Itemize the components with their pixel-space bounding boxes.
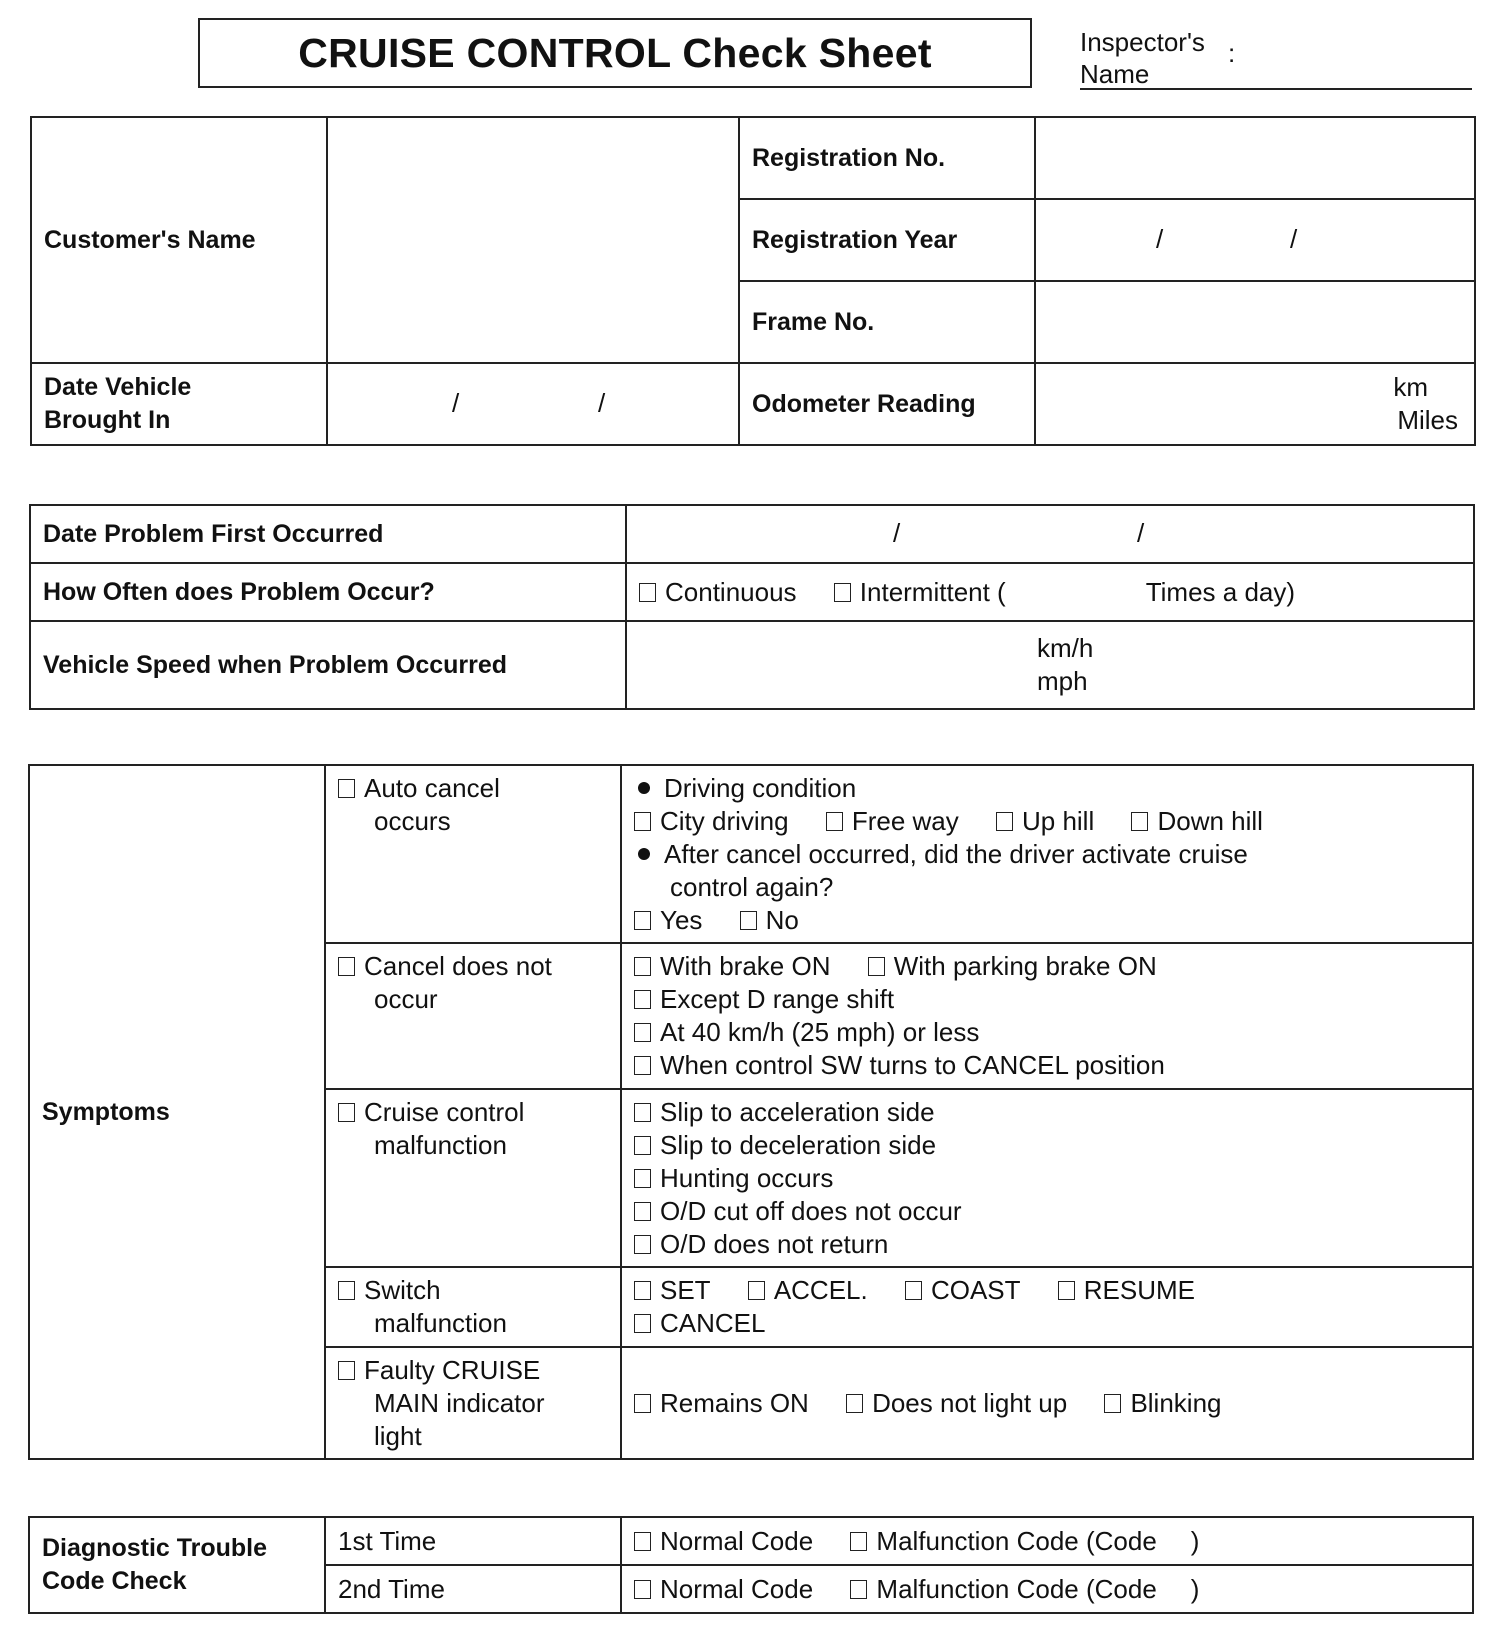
- od-cut-checkbox[interactable]: [634, 1202, 651, 1221]
- customer-name-label: Customer's Name: [31, 117, 327, 363]
- malfunction-cell: [325, 1089, 621, 1267]
- brake-on-checkbox[interactable]: [634, 957, 651, 976]
- how-often-label: How Often does Problem Occur?: [30, 563, 626, 621]
- control-sw-checkbox[interactable]: [634, 1056, 651, 1075]
- downhill-label: Down hill: [1157, 806, 1263, 836]
- switch-cell: [325, 1267, 621, 1347]
- freeway-label: Free way: [851, 806, 959, 836]
- odometer-field[interactable]: [1035, 363, 1475, 445]
- times-a-day-label: Times a day): [1145, 576, 1296, 607]
- first-malfunction-code-label: Malfunction Code (Code: [876, 1525, 1157, 1556]
- freeway-checkbox[interactable]: [826, 812, 843, 831]
- first-occurred-sep-2: /: [1137, 518, 1145, 548]
- speed-label: Vehicle Speed when Problem Occurred: [30, 621, 626, 709]
- blinking-label: Blinking: [1130, 1387, 1222, 1418]
- brought-in-sep-2: /: [598, 388, 606, 418]
- registration-year-label: Registration Year: [739, 199, 1035, 281]
- slip-accel-label: Slip to acceleration side: [660, 1097, 935, 1127]
- reg-year-sep-2: /: [1290, 224, 1298, 254]
- city-driving-label: City driving: [660, 806, 789, 836]
- cancel-not-occur-label-1: Cancel does not: [364, 951, 552, 981]
- parking-brake-checkbox[interactable]: [868, 957, 885, 976]
- dtc-label-line1: Diagnostic Trouble: [42, 1534, 268, 1562]
- yes-label: Yes: [660, 905, 703, 935]
- speed-unit-kmh: km/h: [1037, 633, 1094, 663]
- cancel-checkbox[interactable]: [634, 1314, 651, 1333]
- inspector-colon: :: [1228, 38, 1236, 68]
- first-code-close: ): [1190, 1525, 1200, 1556]
- first-normal-code-label: Normal Code: [660, 1525, 814, 1556]
- first-occurred-sep-1: /: [893, 518, 901, 548]
- low-speed-label: At 40 km/h (25 mph) or less: [660, 1017, 980, 1047]
- inspector-label-line2: Name: [1080, 59, 1150, 89]
- yes-checkbox[interactable]: [634, 911, 651, 930]
- indicator-cell: [325, 1347, 621, 1459]
- date-brought-in-label-line2: Brought In: [44, 406, 171, 434]
- not-light-up-label: Does not light up: [872, 1387, 1068, 1418]
- parking-brake-label: With parking brake ON: [893, 951, 1157, 981]
- slip-accel-checkbox[interactable]: [634, 1103, 651, 1122]
- indicator-checkbox[interactable]: [338, 1361, 355, 1380]
- set-label: SET: [660, 1275, 711, 1305]
- indicator-label-3: light: [374, 1421, 422, 1451]
- date-brought-in-field[interactable]: [327, 363, 739, 445]
- reactivate-question-2: control again?: [670, 872, 834, 902]
- cancel-not-occur-cell: [325, 943, 621, 1089]
- resume-label: RESUME: [1083, 1275, 1196, 1305]
- first-occurred-field[interactable]: [626, 505, 1474, 563]
- second-normal-code-checkbox[interactable]: [634, 1580, 651, 1599]
- remains-on-label: Remains ON: [660, 1387, 809, 1418]
- title-box: [198, 18, 1032, 88]
- registration-no-field[interactable]: [1035, 117, 1475, 199]
- malfunction-checkbox[interactable]: [338, 1103, 355, 1122]
- dtc-second-time-label: 2nd Time: [325, 1565, 621, 1613]
- coast-label: COAST: [930, 1275, 1021, 1305]
- indicator-details: [621, 1347, 1473, 1459]
- brought-in-sep-1: /: [452, 388, 460, 418]
- speed-field[interactable]: [626, 621, 1474, 709]
- page-title: CRUISE CONTROL Check Sheet: [298, 29, 932, 76]
- auto-cancel-details: [621, 765, 1473, 943]
- second-malfunction-code-checkbox[interactable]: [850, 1580, 867, 1599]
- second-normal-code-label: Normal Code: [660, 1573, 814, 1604]
- how-often-options: [626, 563, 1474, 621]
- switch-label-2: malfunction: [374, 1308, 507, 1338]
- except-d-checkbox[interactable]: [634, 990, 651, 1009]
- malfunction-label-1: Cruise control: [364, 1097, 525, 1127]
- odometer-unit-miles: Miles: [1397, 405, 1458, 435]
- brake-on-label: With brake ON: [660, 951, 831, 981]
- symptoms-table: [28, 764, 1474, 1460]
- malfunction-details: [621, 1089, 1473, 1267]
- inspector-label-line1: Inspector's: [1080, 27, 1205, 57]
- switch-malfunction-checkbox[interactable]: [338, 1281, 355, 1300]
- switch-details: [621, 1267, 1473, 1347]
- date-brought-in-label: [31, 363, 327, 445]
- intermittent-label: Intermittent (: [859, 576, 1006, 607]
- dtc-second-time-options: [621, 1565, 1473, 1613]
- cancel-not-occur-label-2: occur: [374, 984, 438, 1014]
- frame-no-label: Frame No.: [739, 281, 1035, 363]
- dtc-table: [28, 1516, 1474, 1614]
- uphill-label: Up hill: [1021, 806, 1095, 836]
- slip-decel-label: Slip to deceleration side: [660, 1130, 937, 1160]
- dtc-first-time-options: [621, 1517, 1473, 1565]
- indicator-label-1: Faulty CRUISE: [364, 1355, 541, 1385]
- auto-cancel-label-2: occurs: [374, 806, 451, 836]
- control-sw-label: When control SW turns to CANCEL position: [660, 1050, 1165, 1080]
- no-label: No: [765, 905, 799, 935]
- hunting-checkbox[interactable]: [634, 1169, 651, 1188]
- auto-cancel-cell: [325, 765, 621, 943]
- first-normal-code-checkbox[interactable]: [634, 1532, 651, 1551]
- odometer-unit-km: km: [1393, 372, 1428, 402]
- cancel-not-occur-checkbox[interactable]: [338, 957, 355, 976]
- driving-condition-label: Driving condition: [664, 773, 857, 803]
- second-malfunction-code-label: Malfunction Code (Code: [876, 1573, 1157, 1604]
- reactivate-question-1: After cancel occurred, did the driver activate cruise: [664, 839, 1248, 869]
- bullet-icon: [638, 848, 650, 860]
- first-occurred-label: Date Problem First Occurred: [30, 505, 626, 563]
- set-checkbox[interactable]: [634, 1281, 651, 1300]
- reg-year-sep-1: /: [1156, 224, 1164, 254]
- accel-checkbox[interactable]: [748, 1281, 765, 1300]
- blinking-checkbox[interactable]: [1104, 1394, 1121, 1413]
- frame-no-field[interactable]: [1035, 281, 1475, 363]
- registration-no-label: Registration No.: [739, 117, 1035, 199]
- except-d-label: Except D range shift: [660, 984, 895, 1014]
- uphill-checkbox[interactable]: [996, 812, 1013, 831]
- slip-decel-checkbox[interactable]: [634, 1136, 651, 1155]
- date-brought-in-label-line1: Date Vehicle: [44, 373, 192, 401]
- cancel-not-occur-details: [621, 943, 1473, 1089]
- second-code-close: ): [1190, 1573, 1200, 1604]
- auto-cancel-checkbox[interactable]: [338, 779, 355, 798]
- vehicle-info-table: [30, 116, 1476, 446]
- dtc-first-time-label: 1st Time: [325, 1517, 621, 1565]
- inspector-name-field[interactable]: [1080, 24, 1472, 90]
- customer-name-field[interactable]: [327, 117, 739, 363]
- speed-unit-mph: mph: [1037, 666, 1088, 696]
- hunting-label: Hunting occurs: [660, 1163, 834, 1193]
- accel-label: ACCEL.: [773, 1275, 868, 1305]
- bullet-icon: [638, 782, 650, 794]
- auto-cancel-label-1: Auto cancel: [364, 773, 500, 803]
- problem-occurrence-table: [29, 504, 1475, 710]
- odometer-label: Odometer Reading: [739, 363, 1035, 445]
- indicator-label-2: MAIN indicator: [374, 1388, 545, 1418]
- continuous-label: Continuous: [665, 576, 797, 607]
- symptoms-label: Symptoms: [29, 765, 325, 1459]
- dtc-label-line2: Code Check: [42, 1567, 187, 1595]
- cancel-label: CANCEL: [660, 1308, 766, 1338]
- resume-checkbox[interactable]: [1058, 1281, 1075, 1300]
- switch-label-1: Switch: [364, 1275, 441, 1305]
- city-driving-checkbox[interactable]: [634, 812, 651, 831]
- first-malfunction-code-checkbox[interactable]: [850, 1532, 867, 1551]
- not-light-up-checkbox[interactable]: [846, 1394, 863, 1413]
- malfunction-label-2: malfunction: [374, 1130, 507, 1160]
- od-return-label: O/D does not return: [660, 1229, 889, 1259]
- od-cut-label: O/D cut off does not occur: [660, 1196, 962, 1226]
- downhill-checkbox[interactable]: [1131, 812, 1148, 831]
- remains-on-checkbox[interactable]: [634, 1394, 651, 1413]
- dtc-label: [29, 1517, 325, 1613]
- no-checkbox[interactable]: [740, 911, 757, 930]
- coast-checkbox[interactable]: [905, 1281, 922, 1300]
- low-speed-checkbox[interactable]: [634, 1023, 651, 1042]
- continuous-checkbox[interactable]: [639, 583, 656, 602]
- registration-year-field[interactable]: [1035, 199, 1475, 281]
- od-return-checkbox[interactable]: [634, 1235, 651, 1254]
- intermittent-checkbox[interactable]: [834, 583, 851, 602]
